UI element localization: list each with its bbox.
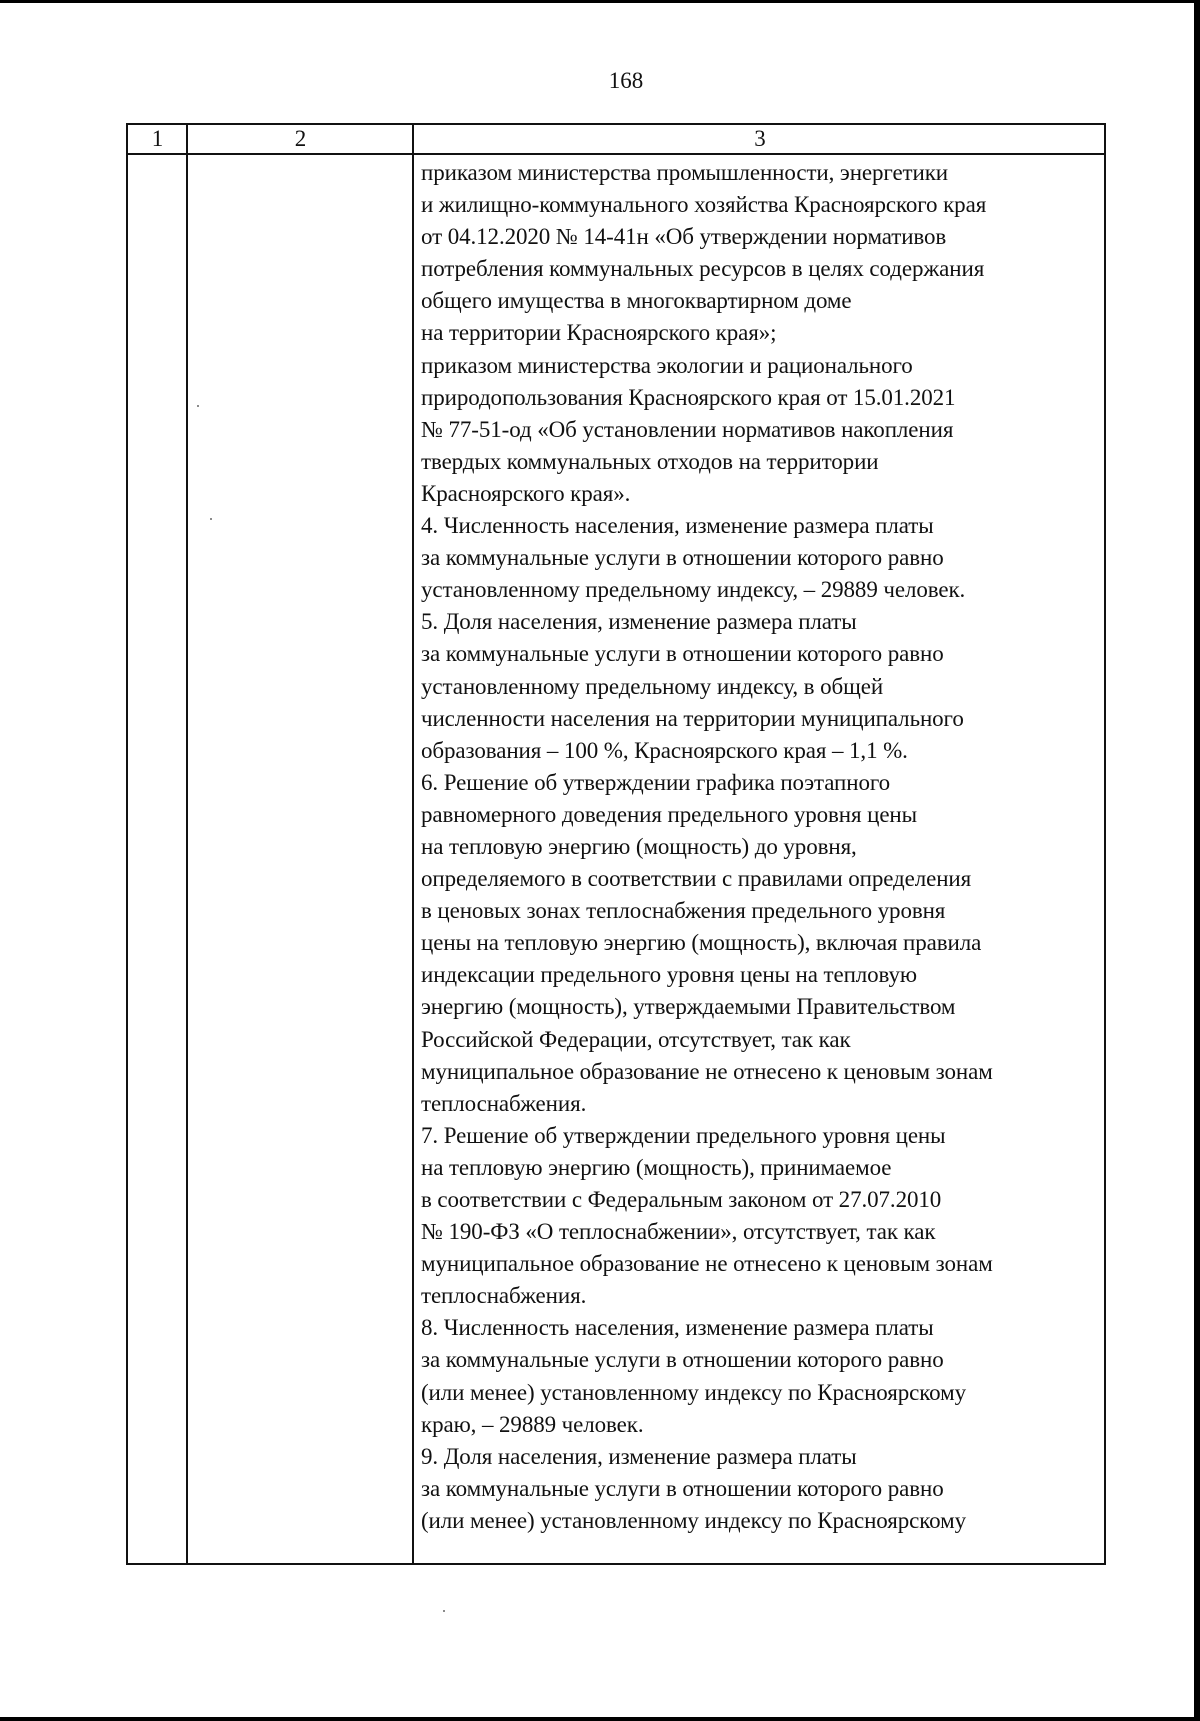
table-header-row <box>128 125 1104 155</box>
text-line: общего имущества в многоквартирном доме <box>421 288 852 314</box>
text-line: потребления коммунальных ресурсов в целях содержания <box>421 256 985 282</box>
text-line: численности населения на территории муниципального <box>421 705 964 731</box>
page-number: 168 <box>608 68 644 93</box>
text-line: образования – 100 %, Красноярского края – 1,1 %. <box>421 737 908 763</box>
column-header-2: 2 <box>294 126 307 151</box>
text-line: 4. Численность населения, изменение размера платы <box>421 513 934 539</box>
text-line: 6. Решение об утверждении графика поэтапного <box>421 769 891 795</box>
text-line: приказом министерства экологии и рационального <box>421 352 913 378</box>
text-line: на тепловую энергию (мощность), принимаемое <box>421 1154 892 1180</box>
column-3-text-cell <box>421 157 1111 1537</box>
scan-border-bottom <box>0 1717 1200 1721</box>
text-line: 7. Решение об утверждении предельного уровня цены <box>421 1122 946 1148</box>
scan-speck <box>197 405 199 407</box>
column-header-3: 3 <box>754 126 766 151</box>
text-line: определяемого в соответствии с правилами определения <box>421 866 972 892</box>
text-line: установленному предельному индексу, в общей <box>421 673 884 699</box>
text-line: установленному предельному индексу, – 29889 человек. <box>421 577 966 603</box>
scan-speck <box>210 518 212 520</box>
text-line: № 77-51-од «Об установлении нормативов накопления <box>421 416 954 442</box>
text-line: в соответствии с Федеральным законом от 27.07.2010 <box>421 1187 942 1212</box>
text-line: теплоснабжения. <box>421 1283 587 1309</box>
text-line: теплоснабжения. <box>421 1090 587 1116</box>
column-header-1: 1 <box>151 126 164 151</box>
text-line: и жилищно-коммунального хозяйства Красноярского края <box>421 192 987 218</box>
text-line: приказом министерства промышленности, энергетики <box>421 160 948 185</box>
document-table <box>126 123 1106 1565</box>
scan-speck <box>443 1610 445 1612</box>
text-line: за коммунальные услуги в отношении которого равно <box>421 1475 944 1501</box>
text-line: Красноярского края». <box>421 480 631 506</box>
text-line: муниципальное образование не отнесено к ценовым зонам <box>421 1058 993 1084</box>
text-line: энергию (мощность), утверждаемыми Правительством <box>421 994 956 1020</box>
scan-border-right <box>1194 0 1200 1721</box>
text-line: Российской Федерации, отсутствует, так как <box>421 1026 851 1052</box>
text-line: за коммунальные услуги в отношении которого равно <box>421 545 944 571</box>
text-line: № 190-ФЗ «О теплоснабжении», отсутствует, так как <box>421 1219 936 1245</box>
text-line: на территории Красноярского края»; <box>421 320 777 346</box>
text-line: равномерного доведения предельного уровня цены <box>421 801 917 827</box>
text-line: за коммунальные услуги в отношении которого равно <box>421 1347 944 1373</box>
text-line: 5. Доля населения, изменение размера платы <box>421 609 857 635</box>
text-line: цены на тепловую энергию (мощность), включая правила <box>421 930 982 956</box>
column-divider-2 <box>412 125 414 1563</box>
scan-border-top <box>0 0 1200 3</box>
text-line: 8. Численность населения, изменение размера платы <box>421 1315 934 1341</box>
text-line: в ценовых зонах теплоснабжения предельного уровня <box>421 898 946 924</box>
text-line: 9. Доля населения, изменение размера платы <box>421 1443 857 1469</box>
text-line: твердых коммунальных отходов на территории <box>421 448 879 474</box>
text-line: муниципальное образование не отнесено к ценовым зонам <box>421 1251 993 1277</box>
text-line: (или менее) установленному индексу по Красноярскому <box>421 1379 966 1405</box>
text-line: индексации предельного уровня цены на тепловую <box>421 962 918 988</box>
text-line: (или менее) установленному индексу по Красноярскому <box>421 1507 966 1533</box>
text-line: краю, – 29889 человек. <box>421 1411 644 1437</box>
text-line: природопользования Красноярского края от 15.01.2021 <box>421 384 956 410</box>
text-line: от 04.12.2020 № 14-41н «Об утверждении нормативов <box>421 224 947 250</box>
text-line: за коммунальные услуги в отношении которого равно <box>421 641 944 667</box>
text-line: на тепловую энергию (мощность) до уровня, <box>421 833 857 859</box>
column-divider-1 <box>186 125 188 1563</box>
